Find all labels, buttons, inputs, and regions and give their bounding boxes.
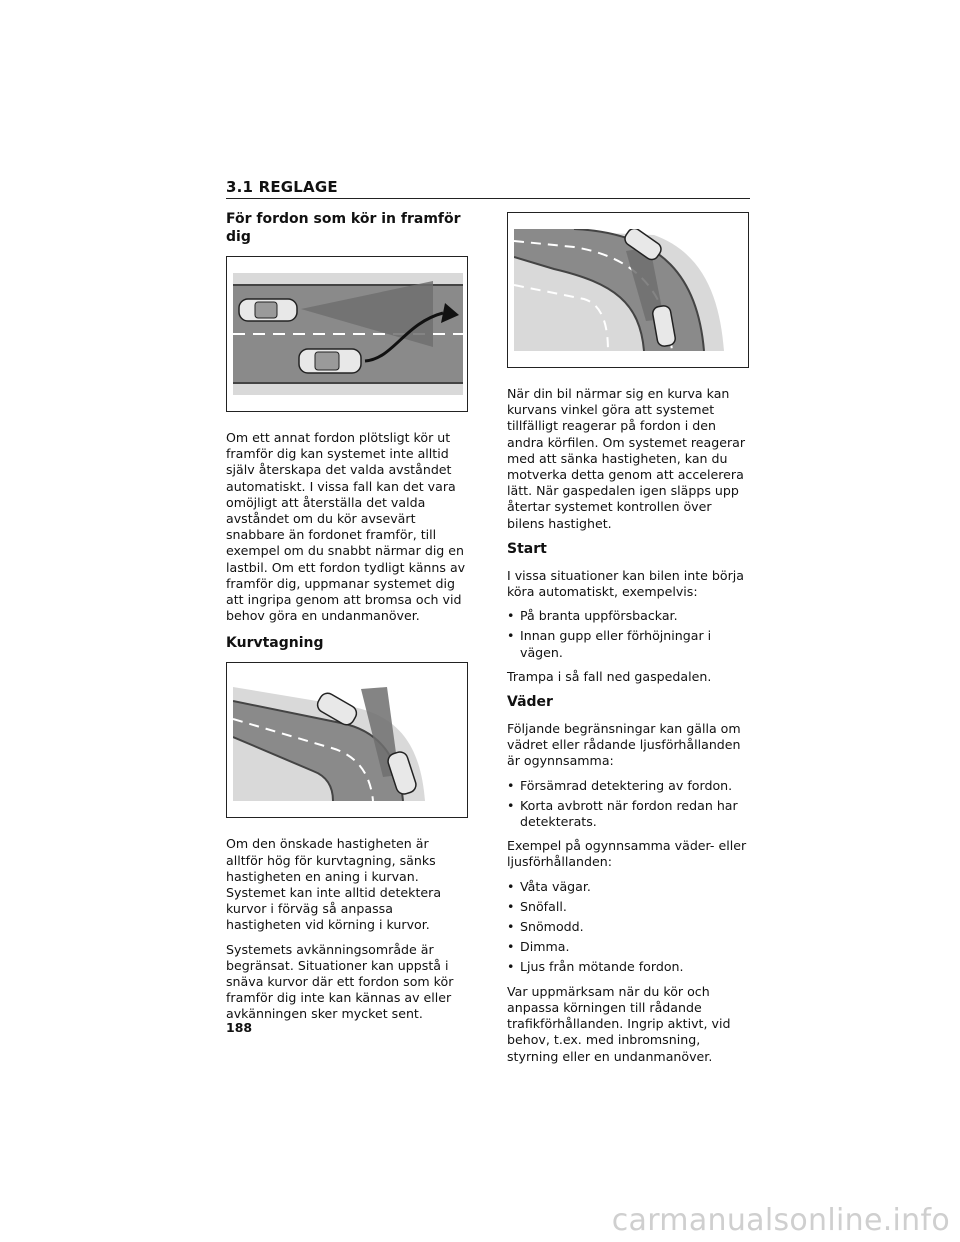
- watermark: carmanualsonline.info: [611, 1203, 950, 1238]
- list-item: • Ljus från mötande fordon.: [507, 959, 684, 975]
- paragraph-other-lane: När din bil närmar sig en kurva kan kurvans vinkel göra att systemet tillfälligt reagerar på fordon i den andra körfilen. Om systemet reagerar med att sänka hastigheten, kan du motverka detta genom att accelerera lätt. När gaspedalen igen släpps upp återtar systemet kontrollen över bilens hastighet.: [507, 386, 746, 531]
- heading-weather: Väder: [507, 694, 553, 711]
- list-item: • Korta avbrott när fordon redan har detekterats.: [507, 797, 738, 830]
- page-number: 188: [226, 1020, 253, 1035]
- figure-curve-1: [226, 662, 468, 818]
- list-item: • Innan gupp eller förhöjningar i vägen.: [507, 628, 712, 660]
- paragraph-weather: Följande begränsningar kan gälla om vädret eller rådande ljusförhållanden är ogynnsamma:: [507, 721, 741, 769]
- list-item: • Snöfall.: [507, 898, 567, 914]
- list-item: • Våta vägar.: [507, 878, 591, 894]
- illustration-curve-other-lane: [514, 229, 744, 351]
- own-car-icon: [299, 349, 361, 373]
- paragraph-final: Var uppmärksam när du kör och anpassa körningen till rådande trafikförhållanden. Ingrip aktivt, vid behov, t.ex. med inbromsning, styrning eller en undanmanöver.: [507, 983, 731, 1064]
- paragraph-curves-range: Systemets avkänningsområde är begränsat. Situationer kan uppstå i snäva kurvor där ett fordon som kör framför dig inte kan kännas av eller avkänningen sker mycket sent.: [226, 941, 454, 1022]
- list-item: • Dimma.: [507, 939, 570, 955]
- car-ahead-icon: [239, 299, 297, 321]
- examples-list: [507, 879, 749, 976]
- start-list: [507, 608, 749, 661]
- list-item: • Försämrad detektering av fordon.: [507, 777, 733, 793]
- right-column: [507, 210, 749, 1073]
- illustration-cut-in: [233, 273, 463, 395]
- paragraph-cut-in: Om ett annat fordon plötsligt kör ut framför dig kan systemet inte alltid själv återskapa det valda avståndet automatiskt. I vissa fall kan det vara omöjligt att återställa det valda avståndet om du kör avsevärt snabbare än fordonet framför, till exempel om du snabbt närmar dig en lastbil. Om ett fordon tydligt känns av framför dig, uppmanar systemet dig att ingripa genom att bromsa och vid behov göra en undanmanöver.: [226, 430, 466, 624]
- left-column: [226, 210, 468, 1031]
- figure-curve-2: [507, 212, 749, 368]
- heading-cut-in: För fordon som kör in framför dig: [226, 211, 461, 245]
- paragraph-start-action: Trampa i så fall ned gaspedalen.: [507, 668, 712, 684]
- list-item: • På branta uppförsbackar.: [507, 608, 678, 624]
- weather-list: [507, 778, 749, 831]
- paragraph-examples: Exempel på ogynnsamma väder- eller ljusförhållanden:: [507, 838, 747, 870]
- paragraph-start: I vissa situationer kan bilen inte börja köra automatiskt, exempelvis:: [507, 567, 745, 600]
- section-title: 3.1 REGLAGE: [226, 178, 750, 199]
- heading-curves: Kurvtagning: [226, 635, 324, 652]
- illustration-curve-slowdown: [233, 679, 463, 801]
- figure-cut-in: [226, 256, 468, 412]
- paragraph-curves-speed: Om den önskade hastigheten är alltför hög för kurvtagning, sänks hastigheten en aning i kurvan. Systemet kan inte alltid detektera kurvor i förväg så anpassa hastigheten vid körning i kurvor.: [226, 836, 442, 933]
- list-item: • Snömodd.: [507, 919, 584, 935]
- heading-start: Start: [507, 540, 547, 557]
